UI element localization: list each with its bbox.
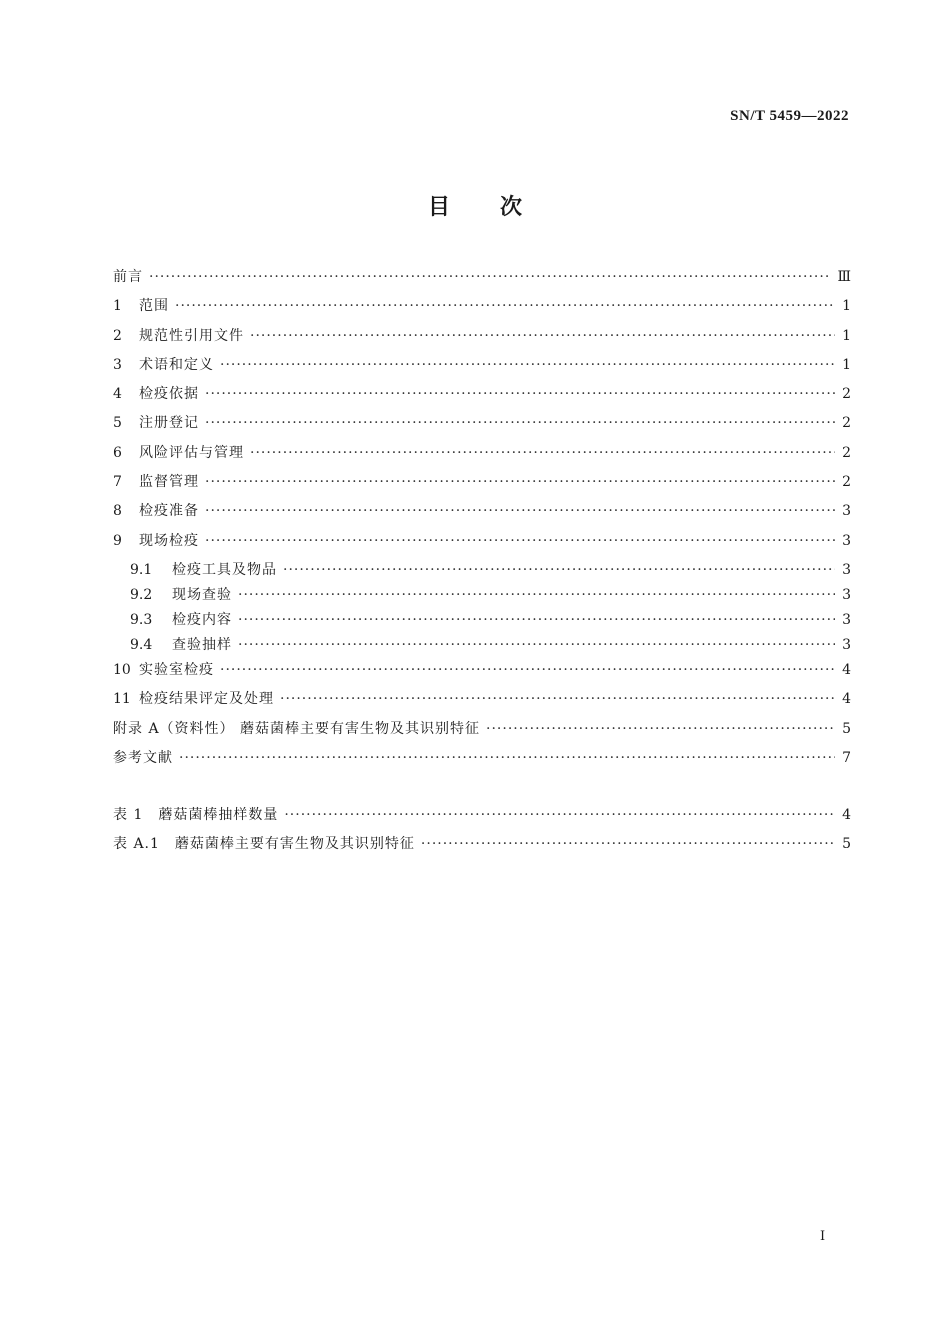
table-list-entry[interactable] (113, 833, 851, 862)
toc-entry[interactable] (113, 325, 851, 354)
dot-leader (220, 662, 835, 678)
dot-leader (205, 386, 835, 402)
toc-entry-label: 检疫依据 (139, 386, 199, 403)
page-number: I (820, 1229, 826, 1244)
table-list-page: 4 (842, 807, 851, 824)
dot-leader (486, 721, 835, 737)
toc-entry-page: 4 (842, 661, 851, 678)
toc-entry-number: 1 (113, 298, 122, 315)
toc-entry-label: 风险评估与管理 (139, 444, 244, 461)
toc-entry-number: 2 (113, 327, 122, 344)
dot-leader (238, 612, 835, 628)
toc-entry-label: 检疫准备 (139, 503, 199, 520)
toc-entry-page: 5 (842, 720, 851, 737)
toc-entry[interactable] (113, 659, 851, 688)
toc-entry-page: 2 (842, 415, 851, 432)
dot-leader (205, 415, 835, 431)
toc-entry-page: 2 (842, 386, 851, 403)
toc-entry[interactable] (113, 530, 851, 559)
dot-leader (280, 691, 835, 707)
dot-leader (205, 533, 835, 549)
toc-entry-label: 检疫内容 (172, 611, 232, 628)
toc-entry[interactable] (113, 688, 851, 717)
toc-entry-label: 现场查验 (172, 586, 232, 603)
dot-leader (149, 269, 831, 285)
toc-entry-label: 注册登记 (139, 415, 199, 432)
toc-entry-page: 1 (842, 298, 851, 315)
toc-entry[interactable] (113, 747, 851, 776)
dot-leader (179, 750, 835, 766)
dot-leader (250, 445, 835, 461)
dot-leader (220, 357, 835, 373)
toc-entry-label: 监督管理 (139, 474, 199, 491)
toc-entry[interactable] (113, 718, 851, 747)
dot-leader (205, 474, 835, 490)
toc-entry-label: 实验室检疫 (139, 661, 214, 678)
toc-entry-page: 1 (842, 327, 851, 344)
toc-entry-page: 3 (842, 611, 851, 628)
toc-entry[interactable] (113, 559, 851, 584)
dot-leader (205, 503, 835, 519)
toc-entry-number: 9.3 (130, 611, 153, 628)
toc-entry-number: 9 (113, 532, 122, 549)
toc-entry[interactable] (113, 354, 851, 383)
toc-entry-page: 2 (842, 444, 851, 461)
toc-entry-label: 规范性引用文件 (139, 327, 244, 344)
toc-entry-label: 检疫结果评定及处理 (139, 691, 274, 708)
toc-entry-page: 3 (842, 636, 851, 653)
toc-entry-label: 查验抽样 (172, 636, 232, 653)
dot-leader (250, 328, 835, 344)
toc-entry[interactable] (113, 412, 851, 441)
toc-entry[interactable] (113, 634, 851, 659)
toc-entry-number: 11 (113, 691, 131, 708)
standard-code: SN/T 5459—2022 (730, 108, 849, 124)
toc-entry-label: 前言 (113, 269, 143, 285)
toc-entry-number: 5 (113, 415, 122, 432)
toc-entry-number: 10 (113, 661, 131, 678)
toc-entry-label: 现场检疫 (139, 532, 199, 549)
toc-entry-label: 术语和定义 (139, 356, 214, 373)
toc-entry-page: 3 (842, 532, 851, 549)
toc-entry[interactable] (113, 471, 851, 500)
toc-entry-page: 7 (842, 749, 851, 766)
dot-leader (175, 298, 835, 314)
toc-entry-label: 参考文献 (113, 749, 173, 766)
dot-leader (238, 637, 835, 653)
toc-entry-label: 检疫工具及物品 (172, 561, 277, 578)
dot-leader (284, 807, 835, 823)
toc-entry-label: 附录 A（资料性） 蘑菇菌棒主要有害生物及其识别特征 (113, 720, 481, 737)
toc-entry[interactable] (113, 266, 851, 295)
toc-entry-number: 7 (113, 474, 122, 491)
toc-entry[interactable] (113, 584, 851, 609)
toc-entry[interactable] (113, 609, 851, 634)
toc-entry-number: 4 (113, 386, 122, 403)
toc-entry-page: 2 (842, 474, 851, 491)
table-list-page: 5 (842, 836, 851, 853)
dot-leader (283, 562, 835, 578)
toc-entry-number: 9.4 (130, 636, 153, 653)
table-list-label: 表 1 蘑菇菌棒抽样数量 (113, 807, 279, 824)
table-list-entry[interactable] (113, 804, 851, 833)
toc-entry-page: 3 (842, 561, 851, 578)
toc-entry-page: Ⅲ (837, 269, 851, 285)
toc-entry[interactable] (113, 383, 851, 412)
toc-entry-number: 9.1 (130, 561, 153, 578)
toc-entry-number: 6 (113, 444, 122, 461)
dot-leader (238, 587, 835, 603)
toc-entry-number: 9.2 (130, 586, 153, 603)
toc-entry-label: 范围 (139, 298, 169, 315)
dot-leader (421, 836, 835, 852)
toc-entry-page: 3 (842, 503, 851, 520)
toc-entry-page: 4 (842, 691, 851, 708)
toc-entry[interactable] (113, 442, 851, 471)
toc-entry-page: 1 (842, 356, 851, 373)
page-title: 目次 (427, 195, 572, 220)
toc-entry[interactable] (113, 295, 851, 324)
toc-entry-number: 8 (113, 503, 122, 520)
toc-entry-number: 3 (113, 356, 122, 373)
toc-entry[interactable] (113, 500, 851, 529)
toc-entry-page: 3 (842, 586, 851, 603)
table-of-contents (113, 266, 851, 863)
table-list-label: 表 A.1 蘑菇菌棒主要有害生物及其识别特征 (113, 836, 415, 853)
